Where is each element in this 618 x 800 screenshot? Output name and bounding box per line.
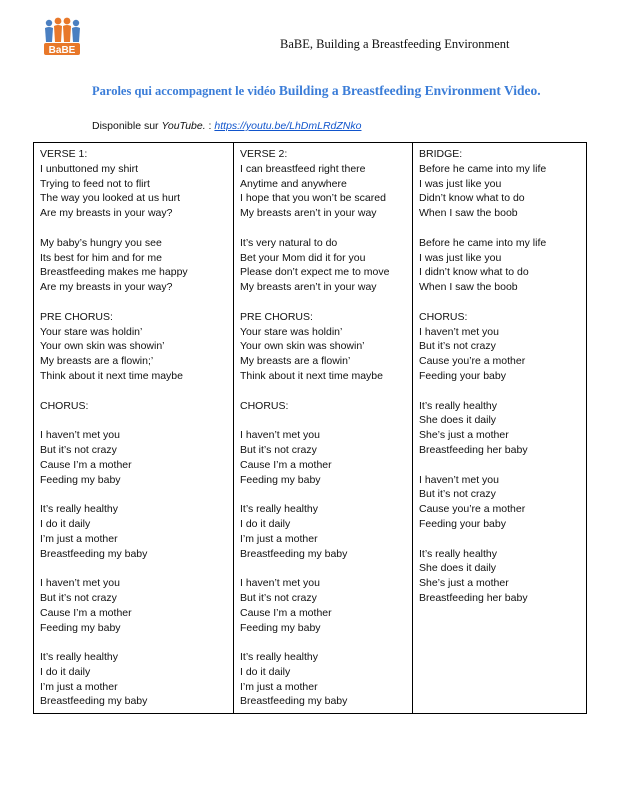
lyric-line: Its best for him and for me — [40, 251, 162, 264]
lyric-line: Are my breasts in your way? — [40, 281, 173, 294]
lyric-line: PRE CHORUS: — [40, 310, 113, 323]
lyric-line: Are my breasts in your way? — [40, 207, 173, 220]
lyric-line: My breasts are a flowin;’ — [40, 355, 154, 368]
lyric-line: Didn’t know what to do — [419, 192, 525, 205]
youtube-link[interactable]: https://youtu.be/LhDmLRdZNko — [214, 120, 362, 132]
lyric-line: My breasts are a flowin’ — [240, 355, 351, 368]
lyric-line: I hope that you won’t be scared — [240, 192, 386, 205]
lyric-line: She’s just a mother — [419, 429, 509, 442]
lyric-line: I haven’t met you — [419, 473, 499, 486]
lyric-line: But it’s not crazy — [419, 488, 496, 501]
lyric-line: PRE CHORUS: — [240, 310, 313, 323]
stanza-gap — [419, 384, 580, 399]
stanza-gap — [240, 295, 406, 310]
lyric-line: My baby’s hungry you see — [40, 236, 162, 249]
lyric-line: CHORUS: — [419, 310, 468, 323]
lyric-line: But it’s not crazy — [419, 340, 496, 353]
lyric-line: I was just like you — [419, 177, 502, 190]
lyric-line: When I saw the boob — [419, 207, 518, 220]
lyric-line: Breastfeeding my baby — [240, 547, 348, 560]
lyric-line: Feeding my baby — [40, 621, 121, 634]
lyric-line: I do it daily — [40, 517, 91, 530]
lyrics-column-verse2 — [234, 143, 413, 714]
lyric-line: Your stare was holdin’ — [240, 325, 343, 338]
lyric-line: I’m just a mother — [40, 532, 118, 545]
lyric-line: Your own skin was showin’ — [40, 340, 165, 353]
lyric-line: It’s really healthy — [40, 503, 119, 516]
stanza-gap — [40, 413, 227, 428]
lyric-line: Think about it next time maybe — [240, 369, 383, 382]
lyric-line: Feeding my baby — [40, 473, 121, 486]
stanza-gap — [240, 221, 406, 236]
lyric-line: CHORUS: — [40, 399, 89, 412]
availability-platform: YouTube. — [161, 120, 206, 132]
lyric-line: VERSE 2: — [240, 148, 288, 160]
stanza-gap — [240, 384, 406, 399]
lyric-line: I didn’t know what to do — [419, 266, 529, 279]
lyrics-row — [34, 143, 587, 714]
lyric-line: Cause you’re a mother — [419, 503, 526, 516]
lyric-line: My breasts aren’t in your way — [240, 207, 377, 220]
lyric-line: Cause I’m a mother — [40, 606, 132, 619]
lyric-line: BRIDGE: — [419, 148, 463, 160]
lyric-line: I do it daily — [40, 665, 91, 678]
lyric-line: Breastfeeding her baby — [419, 443, 528, 456]
title-emphasis: Building a Breastfeeding Environment Video. — [278, 83, 541, 98]
lyric-line: I unbuttoned my shirt — [40, 162, 139, 175]
lyric-line: Cause I’m a mother — [40, 458, 132, 471]
lyric-line: Your own skin was showin’ — [240, 340, 365, 353]
logo-text: BaBE — [48, 45, 76, 56]
lyric-line: She’s just a mother — [419, 577, 509, 590]
stanza-gap — [419, 458, 580, 473]
stanza-gap — [419, 532, 580, 547]
lyric-line: I haven’t met you — [419, 325, 499, 338]
lyric-line: Breastfeeding my baby — [40, 695, 148, 708]
stanza-gap — [419, 295, 580, 310]
lyric-line: It’s really healthy — [240, 651, 319, 664]
page-title — [92, 82, 562, 100]
lyric-line: Your stare was holdin’ — [40, 325, 143, 338]
stanza-gap — [40, 221, 227, 236]
lyric-line: I haven’t met you — [40, 577, 120, 590]
lyric-line: CHORUS: — [240, 399, 289, 412]
stanza-gap — [240, 635, 406, 650]
lyric-line: The way you looked at us hurt — [40, 192, 181, 205]
lyric-line: But it’s not crazy — [240, 591, 317, 604]
stanza-gap — [40, 561, 227, 576]
lyric-line: VERSE 1: — [40, 148, 88, 160]
lyric-line: It’s really healthy — [40, 651, 119, 664]
lyric-line: Cause I’m a mother — [240, 458, 332, 471]
lyric-line: I haven’t met you — [240, 429, 320, 442]
lyric-line: Breastfeeding makes me happy — [40, 266, 188, 279]
lyric-line: Bet your Mom did it for you — [240, 251, 366, 264]
lyric-line: Breastfeeding her baby — [419, 591, 528, 604]
lyric-line: Breastfeeding my baby — [240, 695, 348, 708]
lyric-line: It’s very natural to do — [240, 236, 338, 249]
availability-line — [92, 120, 361, 132]
lyric-line: Feeding my baby — [240, 473, 321, 486]
availability-separator: : — [205, 120, 215, 132]
lyric-line: Breastfeeding my baby — [40, 547, 148, 560]
lyric-line: Cause I’m a mother — [240, 606, 332, 619]
lyric-line: I do it daily — [240, 665, 291, 678]
lyric-line: I’m just a mother — [40, 680, 118, 693]
header-text: BaBE, Building a Breastfeeding Environment — [280, 37, 510, 51]
lyrics-column-bridge — [413, 143, 587, 714]
stanza-gap — [40, 384, 227, 399]
lyric-line: Anytime and anywhere — [240, 177, 347, 190]
stanza-gap — [419, 221, 580, 236]
lyric-line: Cause you’re a mother — [419, 355, 526, 368]
stanza-gap — [240, 413, 406, 428]
lyric-line: Feeding my baby — [240, 621, 321, 634]
lyric-line: I can breastfeed right there — [240, 162, 366, 175]
lyric-line: I haven’t met you — [40, 429, 120, 442]
title-prefix: Paroles qui accompagnent le vidéo — [92, 84, 279, 98]
stanza-gap — [40, 295, 227, 310]
lyric-line: She does it daily — [419, 414, 497, 427]
lyric-line: Feeding your baby — [419, 517, 506, 530]
lyric-line: But it’s not crazy — [40, 591, 117, 604]
lyric-line: Trying to feed not to flirt — [40, 177, 150, 190]
lyric-line: Feeding your baby — [419, 369, 506, 382]
lyric-line: But it’s not crazy — [240, 443, 317, 456]
lyric-line: I’m just a mother — [240, 532, 318, 545]
lyric-line: But it’s not crazy — [40, 443, 117, 456]
stanza-gap — [40, 487, 227, 502]
lyric-line: Think about it next time maybe — [40, 369, 183, 382]
stanza-gap — [40, 635, 227, 650]
lyric-line: I’m just a mother — [240, 680, 318, 693]
lyrics-column-verse1 — [34, 143, 234, 714]
lyric-line: It’s really healthy — [419, 399, 498, 412]
lyric-line: She does it daily — [419, 562, 497, 575]
lyric-line: I do it daily — [240, 517, 291, 530]
lyric-line: It’s really healthy — [240, 503, 319, 516]
lyric-line: Before he came into my life — [419, 162, 547, 175]
stanza-gap — [240, 487, 406, 502]
lyric-line: Please don’t expect me to move — [240, 266, 390, 279]
lyric-line: When I saw the boob — [419, 281, 518, 294]
availability-label: Disponible sur — [92, 120, 162, 132]
babe-logo — [40, 14, 84, 58]
lyric-line: Before he came into my life — [419, 236, 547, 249]
lyrics-table — [33, 142, 587, 714]
babe-logo-icon — [40, 14, 84, 58]
lyric-line: My breasts aren’t in your way — [240, 281, 377, 294]
lyric-line: It’s really healthy — [419, 547, 498, 560]
stanza-gap — [240, 561, 406, 576]
lyric-line: I was just like you — [419, 251, 502, 264]
lyric-line: I haven’t met you — [240, 577, 320, 590]
